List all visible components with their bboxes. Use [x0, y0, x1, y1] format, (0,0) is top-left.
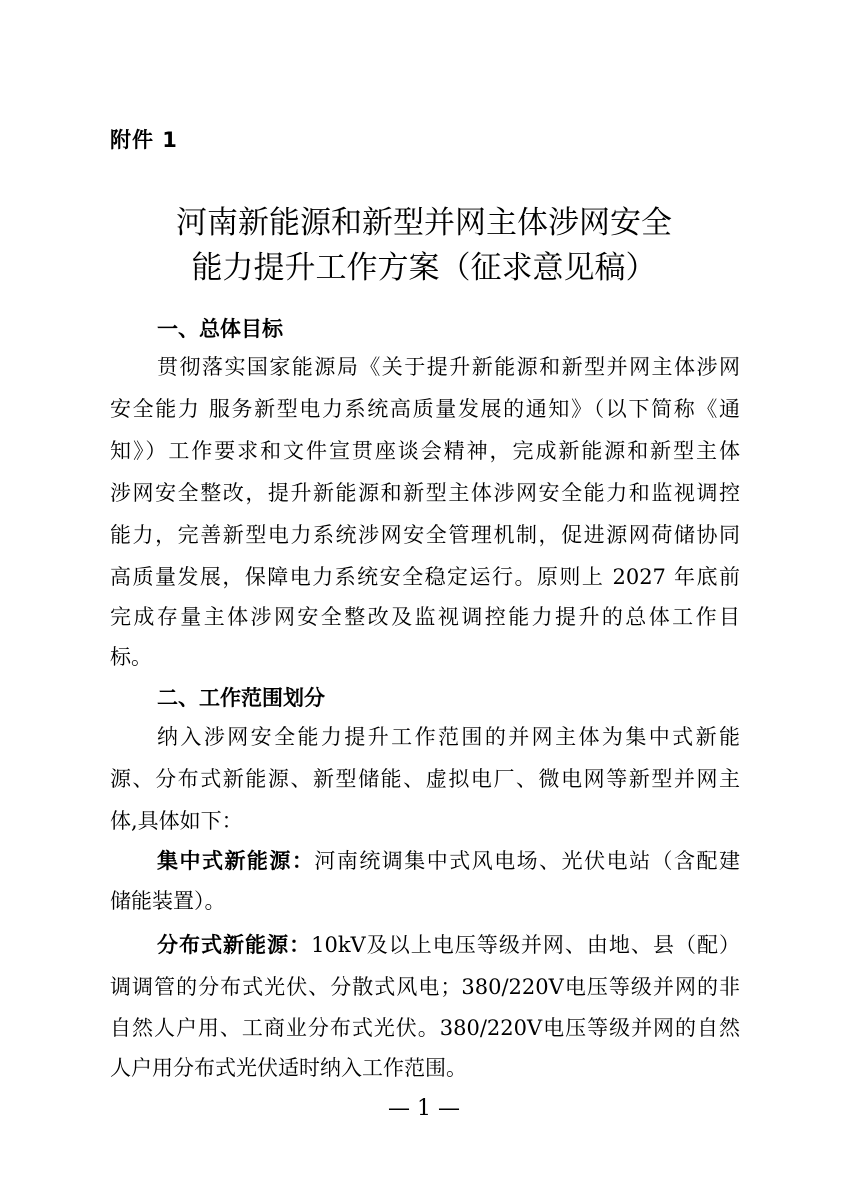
paragraph-line: 储能装置）。: [110, 889, 226, 913]
paragraph-line: 完成存量主体涉网安全整改及监视调控能力提升的总体工作目: [110, 605, 740, 629]
paragraph-line: 源、分布式新能源、新型储能、虚拟电厂、微电网等新型并网主: [110, 767, 740, 791]
paragraph-line: 调调管的分布式光伏、分散式风电；380/220V电压等级并网的非: [110, 975, 740, 999]
paragraph-line: 贯彻落实国家能源局《关于提升新能源和新型并网主体涉网: [157, 355, 740, 379]
paragraph-line-centralized: [157, 846, 740, 876]
paragraph-line: 体,具体如下：: [110, 809, 243, 833]
section-heading-overall-goal: 一、总体目标: [157, 317, 283, 341]
paragraph-line-distributed: [157, 930, 740, 960]
attachment-label: 附件 1: [110, 128, 178, 152]
centralized-text: 河南统调集中式风电场、光伏电站（含配建: [314, 849, 740, 873]
centralized-label: 集中式新能源：: [157, 849, 315, 873]
document-title-line-2: 能力提升工作方案（征求意见稿）: [191, 250, 657, 286]
paragraph-line: 高质量发展，保障电力系统安全稳定运行。原则上 2027 年底前: [110, 565, 740, 589]
paragraph-line: 自然人户用、工商业分布式光伏。380/220V电压等级并网的自然: [110, 1016, 740, 1040]
paragraph-line: 人户用分布式光伏适时纳入工作范围。: [110, 1056, 467, 1080]
paragraph-line: 安全能力 服务新型电力系统高质量发展的通知》（以下简称《通: [110, 397, 740, 421]
paragraph-line: 纳入涉网安全能力提升工作范围的并网主体为集中式新能: [157, 725, 740, 749]
section-heading-work-scope: 二、工作范围划分: [157, 686, 325, 710]
paragraph-line: 知》）工作要求和文件宣贯座谈会精神，完成新能源和新型主体: [110, 439, 740, 463]
document-title-line-1: 河南新能源和新型并网主体涉网安全: [176, 205, 672, 241]
paragraph-line: 涉网安全整改，提升新能源和新型主体涉网安全能力和监视调控: [110, 481, 740, 505]
paragraph-line: 标。: [110, 645, 152, 669]
distributed-label: 分布式新能源：: [157, 933, 312, 957]
paragraph-line: 能力，完善新型电力系统涉网安全管理机制，促进源网荷储协同: [110, 523, 740, 547]
distributed-text: 10kV及以上电压等级并网、由地、县（配）: [311, 933, 740, 957]
page-number: — 1 —: [388, 1096, 460, 1121]
